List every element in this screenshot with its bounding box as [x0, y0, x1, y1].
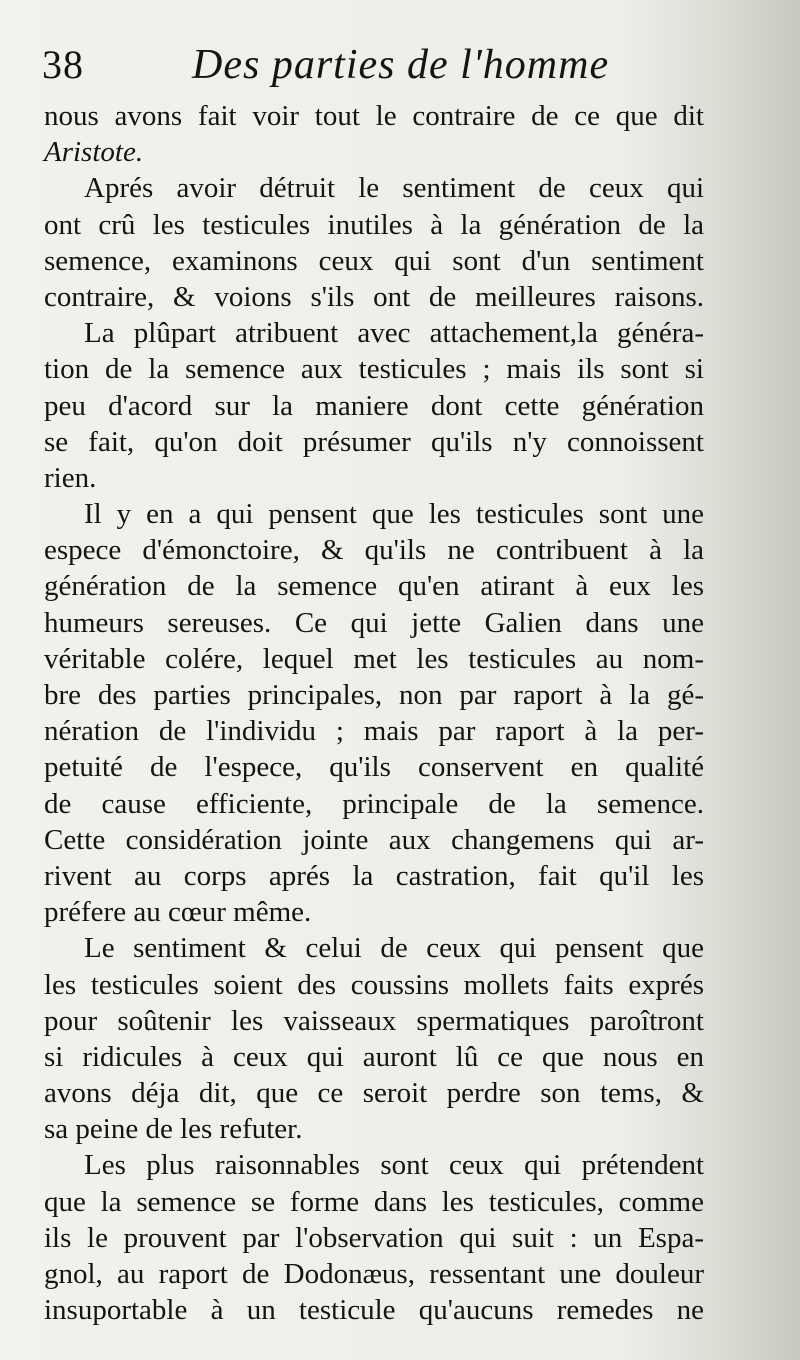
text-line: avons déja dit, que ce seroit perdre son tems, &	[44, 1077, 704, 1110]
text-line: préfere au cœur même.	[44, 896, 312, 929]
text-line: que la semence se forme dans les testicules, comme	[44, 1185, 704, 1218]
text-line: si ridicules à ceux qui auront lû ce que nous en	[44, 1040, 704, 1073]
running-head: Des parties de l'homme	[192, 42, 610, 88]
text-line: insuportable à un testicule qu'aucuns remedes ne	[44, 1294, 704, 1327]
text-line: semence, examinons ceux qui sont d'un sentiment	[44, 244, 704, 277]
text-line: nous avons fait voir tout le contraire de ce que dit	[44, 100, 704, 132]
text-line: Aprés avoir détruit le sentiment de ceux qui	[84, 172, 704, 205]
text-line: Aristote.	[44, 136, 144, 169]
text-line: sa peine de les refuter.	[44, 1113, 303, 1146]
text-line: les testicules soient des coussins mollets faits exprés	[44, 968, 704, 1001]
text-line: peu d'acord sur la maniere dont cette génération	[44, 389, 704, 422]
text-line: génération de la semence qu'en atirant à eux les	[44, 570, 704, 603]
page-number: 38	[42, 42, 84, 87]
text-line: rivent au corps aprés la castration, fait qu'il les	[44, 859, 704, 892]
text-line: Le sentiment & celui de ceux qui pensent que	[84, 932, 704, 965]
text-line: contraire, & voions s'ils ont de meilleures raisons.	[44, 280, 704, 313]
text-line: se fait, qu'on doit présumer qu'ils n'y connoissent	[44, 425, 704, 458]
text-line: espece d'émonctoire, & qu'ils ne contribuent à la	[44, 534, 704, 567]
text-line: ils le prouvent par l'observation qui suit : un Espa-	[44, 1221, 704, 1254]
text-line: La plûpart atribuent avec attachement,la généra-	[84, 317, 704, 350]
text-line: véritable colére, lequel met les testicules au nom-	[44, 642, 704, 675]
text-line: nération de l'individu ; mais par raport à la per-	[44, 715, 704, 748]
text-line: ont crû les testicules inutiles à la génération de la	[44, 208, 704, 241]
text-line: Il y en a qui pensent que les testicules sont une	[84, 498, 704, 531]
page-header	[42, 40, 722, 90]
text-line: humeurs sereuses. Ce qui jette Galien dans une	[44, 606, 704, 639]
text-line: rien.	[44, 461, 97, 494]
body-text	[44, 98, 704, 1328]
text-line: de cause efficiente, principale de la semence.	[44, 787, 704, 820]
text-line: gnol, au raport de Dodonæus, ressentant une douleur	[44, 1258, 704, 1290]
text-line: Les plus raisonnables sont ceux qui prétendent	[84, 1149, 704, 1182]
text-line: bre des parties principales, non par raport à la gé-	[44, 679, 704, 711]
text-line: tion de la semence aux testicules ; mais ils sont si	[44, 353, 704, 386]
text-line: pour soûtenir les vaisseaux spermatiques paroîtront	[44, 1004, 704, 1037]
text-line: petuité de l'espece, qu'ils conservent en qualité	[44, 751, 704, 784]
text-line: Cette considération jointe aux changemens qui ar-	[44, 823, 704, 856]
